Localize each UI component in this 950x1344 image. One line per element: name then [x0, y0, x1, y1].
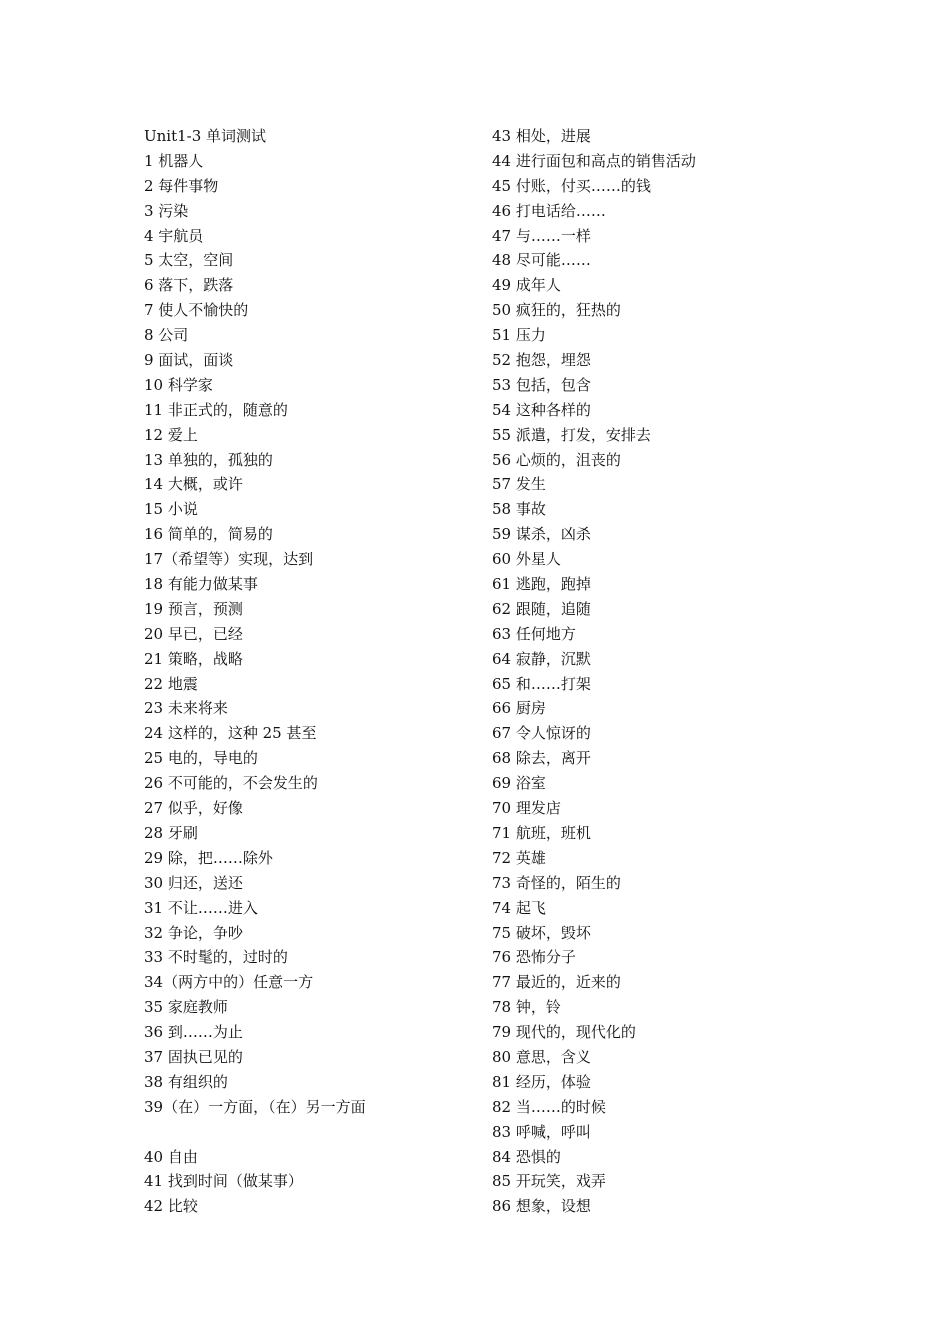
vocab-line: 32 争论，争吵: [144, 923, 243, 942]
vocab-line: 15 小说: [144, 500, 198, 519]
vocab-line: 22 地震: [144, 674, 198, 693]
vocab-line: 25 电的，导电的: [144, 749, 258, 768]
vocab-line: 29 除，把……除外: [144, 848, 273, 867]
vocab-line: 17（希望等）实现，达到: [144, 550, 314, 569]
vocab-line: 28 牙刷: [144, 823, 198, 842]
vocab-line: 45 付账，付买……的钱: [492, 176, 651, 195]
vocab-line: 34（两方中的）任意一方: [144, 973, 314, 992]
vocab-line: 37 固执已见的: [144, 1047, 243, 1066]
vocab-line: 60 外星人: [492, 550, 561, 569]
right-column: [492, 124, 822, 1219]
vocab-line: 39（在）一方面，（在）另一方面: [144, 1097, 366, 1116]
vocab-line: 70 理发店: [492, 799, 561, 818]
vocab-line: 31 不让……进入: [144, 898, 258, 917]
vocab-line: 44 进行面包和高点的销售活动: [492, 151, 696, 170]
vocab-line: 65 和……打架: [492, 674, 591, 693]
vocab-line: 64 寂静，沉默: [492, 649, 591, 668]
vocab-line: 75 破坏，毁坏: [492, 923, 591, 942]
vocab-line: 7 使人不愉快的: [144, 301, 249, 320]
vocab-line: 55 派遣，打发，安排去: [492, 425, 651, 444]
vocab-line: 85 开玩笑，戏弄: [492, 1172, 606, 1191]
vocab-line: 78 钟，铃: [492, 998, 561, 1017]
vocab-line: 53 包括，包含: [492, 375, 591, 394]
vocab-line: 30 归还，送还: [144, 873, 243, 892]
vocab-line: 69 浴室: [492, 774, 546, 793]
left-column: [144, 124, 474, 1219]
vocab-line: 43 相处，进展: [492, 127, 591, 145]
vocab-line: 38 有组织的: [144, 1072, 228, 1091]
vocab-line: 24 这样的，这种 25 甚至: [144, 724, 317, 743]
vocab-line: 50 疯狂的，狂热的: [492, 301, 621, 320]
vocab-line: 14 大概，或许: [144, 475, 243, 494]
vocab-line: 4 宇航员: [144, 226, 204, 245]
vocab-line: 8 公司: [144, 326, 189, 345]
vocab-line: 63 任何地方: [492, 624, 576, 643]
vocab-line: 5 太空，空间: [144, 251, 234, 270]
vocab-line: 46 打电话给……: [492, 201, 606, 220]
vocab-line: 10 科学家: [144, 375, 213, 394]
vocab-line: 12 爱上: [144, 425, 198, 444]
vocab-line: 57 发生: [492, 475, 546, 494]
vocab-line: 80 意思，含义: [492, 1047, 591, 1066]
vocab-line: 48 尽可能……: [492, 251, 591, 270]
document-title: Unit1-3 单词测试: [144, 127, 267, 145]
vocab-line: 35 家庭教师: [144, 998, 228, 1017]
vocab-line: 83 呼喊，呼叫: [492, 1122, 591, 1141]
vocab-line: 13 单独的，孤独的: [144, 450, 273, 469]
vocab-line: 6 落下，跌落: [144, 276, 234, 295]
vocab-line: 27 似乎，好像: [144, 799, 243, 818]
vocab-line: 74 起飞: [492, 898, 546, 917]
vocab-line: 47 与……一样: [492, 226, 591, 245]
vocab-line: 42 比较: [144, 1197, 198, 1216]
vocab-line: 3 污染: [144, 201, 189, 220]
vocab-line: 61 逃跑，跑掉: [492, 575, 591, 594]
vocab-line: 36 到……为止: [144, 1023, 243, 1042]
vocab-line: 19 预言，预测: [144, 599, 243, 618]
vocab-line: 58 事故: [492, 500, 546, 519]
vocab-line: 81 经历，体验: [492, 1072, 591, 1091]
vocab-line: 56 心烦的，沮丧的: [492, 450, 621, 469]
vocab-line: 59 谋杀，凶杀: [492, 525, 591, 544]
vocab-line: 2 每件事物: [144, 176, 219, 195]
vocab-line: 49 成年人: [492, 276, 561, 295]
vocab-line: 72 英雄: [492, 848, 546, 867]
vocab-line: 62 跟随，追随: [492, 599, 591, 618]
vocab-line: 1 机器人: [144, 151, 204, 170]
vocab-line: 23 未来将来: [144, 699, 228, 718]
vocab-line: 79 现代的，现代化的: [492, 1023, 636, 1042]
vocab-line: 86 想象，设想: [492, 1197, 591, 1216]
vocab-line: 18 有能力做某事: [144, 575, 258, 594]
vocab-line: 33 不时髦的，过时的: [144, 948, 288, 967]
vocab-line: 68 除去，离开: [492, 749, 591, 768]
vocab-line: 77 最近的，近来的: [492, 973, 621, 992]
vocab-line: 9 面试，面谈: [144, 351, 234, 370]
vocab-line: 82 当……的时候: [492, 1097, 606, 1116]
vocab-line: 51 压力: [492, 326, 546, 345]
vocab-line: 26 不可能的，不会发生的: [144, 774, 318, 793]
vocab-line: 16 简单的，简易的: [144, 525, 273, 544]
vocab-line: 52 抱怨，埋怨: [492, 351, 591, 370]
vocab-line: 54 这种各样的: [492, 400, 591, 419]
vocab-line: 73 奇怪的，陌生的: [492, 873, 621, 892]
vocab-line: 41 找到时间（做某事）: [144, 1172, 303, 1191]
vocab-line: 66 厨房: [492, 699, 546, 718]
vocab-line: 11 非正式的，随意的: [144, 400, 288, 419]
vocab-line: 40 自由: [144, 1147, 198, 1166]
vocab-line: 21 策略，战略: [144, 649, 243, 668]
vocab-line: 67 令人惊讶的: [492, 724, 591, 743]
vocab-line: 84 恐惧的: [492, 1147, 561, 1166]
vocab-line: 20 早已，已经: [144, 624, 243, 643]
vocab-line: 71 航班，班机: [492, 823, 591, 842]
vocab-line: [144, 1120, 474, 1145]
vocab-line: 76 恐怖分子: [492, 948, 576, 967]
